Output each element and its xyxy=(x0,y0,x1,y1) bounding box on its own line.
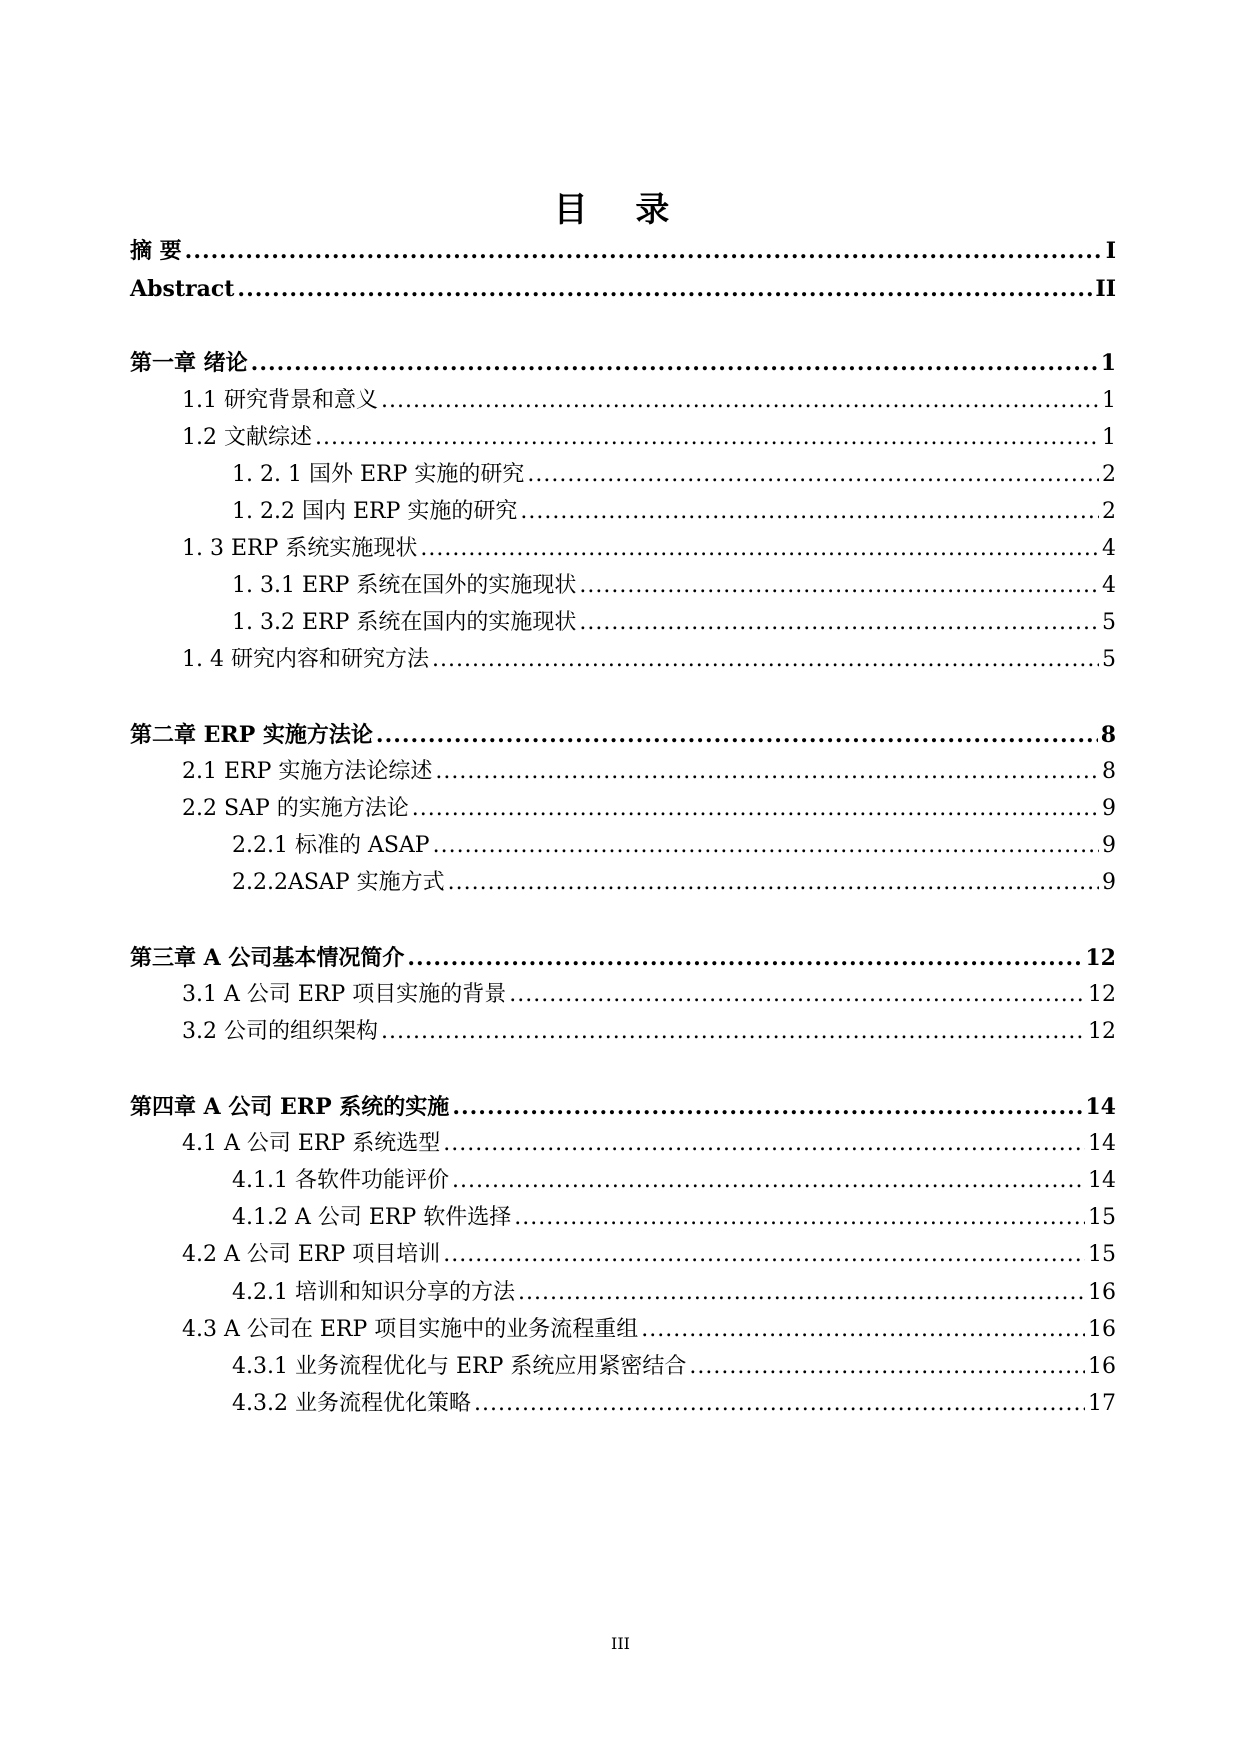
toc-entry-label: 1. 3 ERP 系统实施现状 xyxy=(182,536,418,561)
toc-entry-label: 4.1.1 各软件功能评价 xyxy=(232,1168,449,1193)
toc-entry-label: 3.2 公司的组织架构 xyxy=(182,1019,378,1044)
toc-entry-page: 9 xyxy=(1102,870,1116,895)
dot-leader xyxy=(412,794,1099,824)
dot-leader xyxy=(579,608,1099,638)
toc-entry-page: 15 xyxy=(1088,1242,1116,1267)
toc-entry-page: 16 xyxy=(1088,1354,1116,1379)
toc-entry-page: 1 xyxy=(1102,425,1116,450)
toc-entry-page: 2 xyxy=(1102,499,1116,524)
toc-entry-abstract-en[interactable] xyxy=(130,274,1116,304)
toc-entry-page: II xyxy=(1095,276,1116,302)
toc-entry-page: 1 xyxy=(1102,388,1116,413)
toc-entry-page: I xyxy=(1105,238,1116,264)
toc-entry-label: 4.2 A 公司 ERP 项目培训 xyxy=(182,1242,441,1267)
toc-entry-3-2[interactable] xyxy=(182,1017,1116,1047)
toc-entry-label: 第一章 绪论 xyxy=(130,350,248,376)
dot-leader xyxy=(251,348,1098,378)
dot-leader xyxy=(452,1092,1082,1122)
toc-entry-1-4[interactable] xyxy=(182,645,1116,675)
toc-entry-page: 9 xyxy=(1102,833,1116,858)
toc-entry-page: 8 xyxy=(1102,759,1116,784)
dot-leader xyxy=(443,1129,1085,1159)
toc-entry-chapter-4[interactable] xyxy=(130,1092,1116,1122)
toc-entry-label: 1. 3.2 ERP 系统在国内的实施现状 xyxy=(232,610,577,635)
toc-entry-1-2-1[interactable] xyxy=(232,460,1116,490)
toc-entry-1-1[interactable] xyxy=(182,386,1116,416)
toc-entry-page: 1 xyxy=(1100,350,1116,376)
toc-entry-label: 3.1 A 公司 ERP 项目实施的背景 xyxy=(182,982,507,1007)
toc-entry-4-1-2[interactable] xyxy=(232,1203,1116,1233)
toc-entry-page: 2 xyxy=(1102,462,1116,487)
toc-entry-label: 1. 2.2 国内 ERP 实施的研究 xyxy=(232,499,518,524)
toc-entry-label: 4.2.1 培训和知识分享的方法 xyxy=(232,1280,515,1305)
toc-entry-abstract-cn[interactable] xyxy=(130,236,1116,266)
toc-entry-label: 1. 4 研究内容和研究方法 xyxy=(182,647,429,672)
toc-entry-4-2[interactable] xyxy=(182,1240,1116,1270)
toc-entry-label: 第二章 ERP 实施方法论 xyxy=(130,722,373,748)
toc-entry-page: 8 xyxy=(1100,722,1116,748)
toc-entry-page: 5 xyxy=(1102,610,1116,635)
toc-entry-label: 摘 要 xyxy=(130,238,182,264)
toc-entry-page: 14 xyxy=(1088,1168,1116,1193)
toc-entry-4-2-1[interactable] xyxy=(232,1278,1116,1308)
toc-entry-label: 4.3 A 公司在 ERP 项目实施中的业务流程重组 xyxy=(182,1317,639,1342)
dot-leader xyxy=(527,460,1099,490)
dot-leader xyxy=(452,1166,1085,1196)
dot-leader xyxy=(185,236,1103,266)
dot-leader xyxy=(474,1389,1085,1419)
dot-leader xyxy=(237,274,1092,304)
toc-entry-4-3-2[interactable] xyxy=(232,1389,1116,1419)
toc-entry-4-3-1[interactable] xyxy=(232,1352,1116,1382)
toc-entry-page: 16 xyxy=(1088,1317,1116,1342)
dot-leader xyxy=(520,497,1099,527)
toc-entry-2-2-2[interactable] xyxy=(232,868,1116,898)
toc-entry-page: 5 xyxy=(1102,647,1116,672)
dot-leader xyxy=(448,868,1099,898)
toc-entry-label: 4.3.2 业务流程优化策略 xyxy=(232,1391,471,1416)
page-number: III xyxy=(611,1634,630,1653)
toc-entry-label: 1.2 文献综述 xyxy=(182,425,312,450)
dot-leader xyxy=(381,1017,1085,1047)
toc-entry-2-2-1[interactable] xyxy=(232,831,1116,861)
toc-entry-page: 14 xyxy=(1085,1094,1116,1120)
toc-entry-2-2[interactable] xyxy=(182,794,1116,824)
toc-entry-label: 4.1.2 A 公司 ERP 软件选择 xyxy=(232,1205,512,1230)
dot-leader xyxy=(518,1278,1085,1308)
toc-entry-label: 第四章 A 公司 ERP 系统的实施 xyxy=(130,1094,450,1120)
toc-entry-page: 9 xyxy=(1102,796,1116,821)
toc-entry-1-3-2[interactable] xyxy=(232,608,1116,638)
dot-leader xyxy=(420,534,1099,564)
toc-entry-page: 15 xyxy=(1088,1205,1116,1230)
toc-entry-label: 1. 2. 1 国外 ERP 实施的研究 xyxy=(232,462,525,487)
toc-entry-1-3[interactable] xyxy=(182,534,1116,564)
toc-entry-page: 12 xyxy=(1088,1019,1116,1044)
dot-leader xyxy=(509,980,1085,1010)
dot-leader xyxy=(689,1352,1085,1382)
toc-entry-label: 4.1 A 公司 ERP 系统选型 xyxy=(182,1131,441,1156)
toc-entry-1-2[interactable] xyxy=(182,423,1116,453)
toc-entry-chapter-3[interactable] xyxy=(130,943,1116,973)
toc-entry-label: 2.1 ERP 实施方法论综述 xyxy=(182,759,433,784)
dot-leader xyxy=(443,1240,1085,1270)
toc-entry-page: 12 xyxy=(1085,945,1116,971)
toc-entry-chapter-2[interactable] xyxy=(130,720,1116,750)
dot-leader xyxy=(381,386,1099,416)
toc-entry-label: 4.3.1 业务流程优化与 ERP 系统应用紧密结合 xyxy=(232,1354,687,1379)
toc-entry-2-1[interactable] xyxy=(182,757,1116,787)
toc-entry-1-2-2[interactable] xyxy=(232,497,1116,527)
dot-leader xyxy=(432,645,1099,675)
dot-leader xyxy=(376,720,1098,750)
page-title: 目 录 xyxy=(553,190,688,230)
toc-entry-page: 17 xyxy=(1088,1391,1116,1416)
toc-entry-label: 1. 3.1 ERP 系统在国外的实施现状 xyxy=(232,573,577,598)
dot-leader xyxy=(407,943,1082,973)
toc-entry-4-3[interactable] xyxy=(182,1315,1116,1345)
dot-leader xyxy=(514,1203,1085,1233)
toc-entry-page: 16 xyxy=(1088,1280,1116,1305)
toc-entry-label: 2.2 SAP 的实施方法论 xyxy=(182,796,409,821)
toc-entry-4-1-1[interactable] xyxy=(232,1166,1116,1196)
dot-leader xyxy=(435,757,1099,787)
toc-entry-1-3-1[interactable] xyxy=(232,571,1116,601)
toc-entry-label: 2.2.1 标准的 ASAP xyxy=(232,833,430,858)
toc-entry-page: 4 xyxy=(1102,573,1116,598)
toc-entry-chapter-1[interactable] xyxy=(130,348,1116,378)
dot-leader xyxy=(579,571,1099,601)
dot-leader xyxy=(433,831,1099,861)
toc-entry-3-1[interactable] xyxy=(182,980,1116,1010)
dot-leader xyxy=(641,1315,1085,1345)
toc-entry-page: 14 xyxy=(1088,1131,1116,1156)
toc-entry-label: Abstract xyxy=(130,276,235,302)
toc-entry-page: 4 xyxy=(1102,536,1116,561)
toc-entry-4-1[interactable] xyxy=(182,1129,1116,1159)
toc-entry-label: 1.1 研究背景和意义 xyxy=(182,388,378,413)
toc-entry-label: 第三章 A 公司基本情况简介 xyxy=(130,945,405,971)
toc-entry-label: 2.2.2ASAP 实施方式 xyxy=(232,870,445,895)
toc-entry-page: 12 xyxy=(1088,982,1116,1007)
dot-leader xyxy=(315,423,1099,453)
